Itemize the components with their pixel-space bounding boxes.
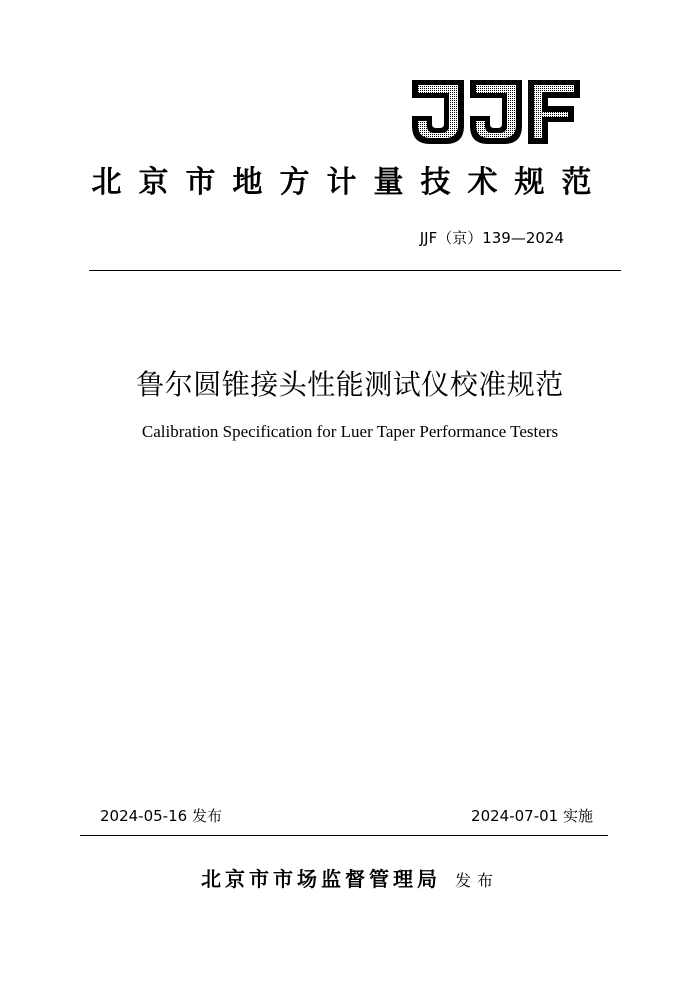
publish-verb: 发布 [454, 871, 499, 890]
document-category: 北京市地方计量技术规范 [91, 165, 609, 200]
jjf-logo [410, 78, 582, 146]
footer-divider [80, 835, 608, 836]
logo-letter-f [528, 80, 580, 144]
effective-date: 2024-07-01 实施 [471, 807, 593, 825]
logo-letter-j-1 [412, 80, 464, 144]
title-chinese: 鲁尔圆锥接头性能测试仪校准规范 [136, 368, 564, 401]
document-number: JJF（京）139—2024 [419, 229, 564, 247]
release-date: 2024-05-16 发布 [100, 807, 222, 825]
title-english: Calibration Specification for Luer Taper Performance Testers [141, 422, 559, 441]
logo-letter-j-2 [470, 80, 522, 144]
publisher-line [0, 864, 700, 896]
header-divider [89, 270, 621, 271]
publisher-name: 北京市市场监督管理局 [200, 867, 441, 891]
